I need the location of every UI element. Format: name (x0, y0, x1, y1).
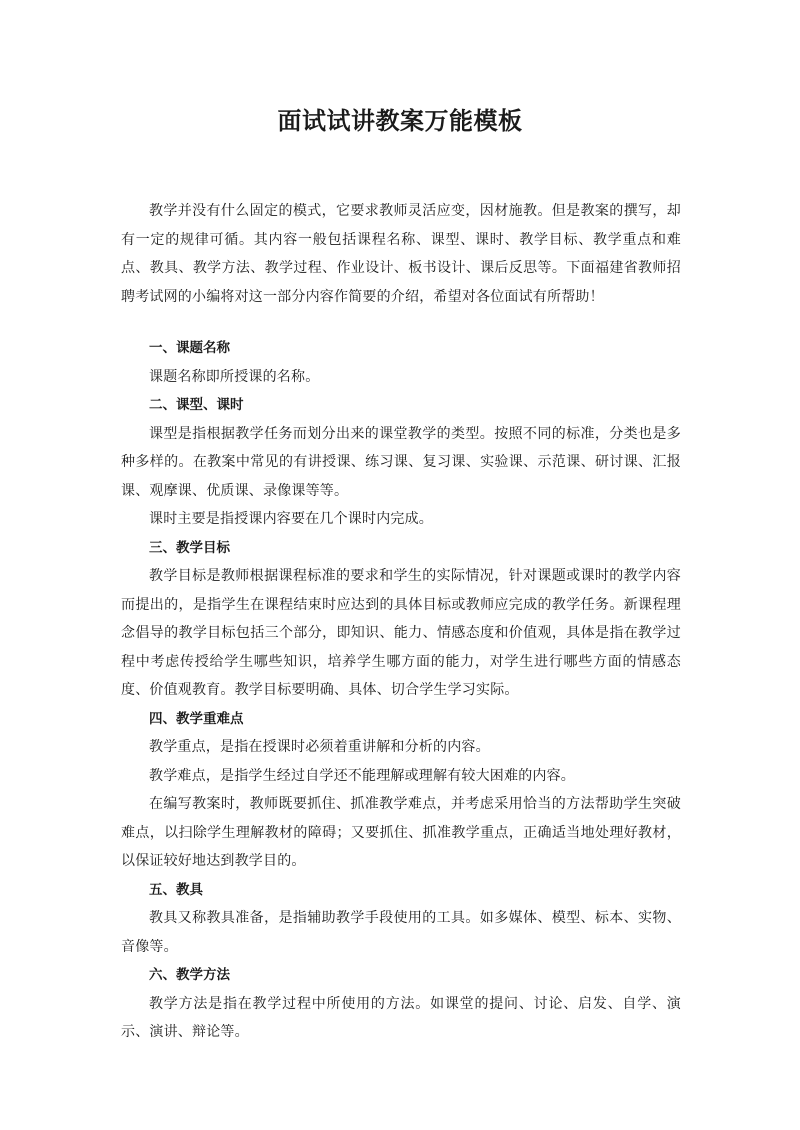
section-paragraph: 课型是指根据教学任务而划分出来的课堂教学的类型。按照不同的标准，分类也是多种多样的。在教案中常见的有讲授课、练习课、复习课、实验课、示范课、研讨课、汇报课、观摩课、优质课、录像课等等。 (121, 425, 681, 499)
section-heading-course-name: 一、课题名称 (149, 340, 230, 356)
section-paragraph: 教学目标是教师根据课程标准的要求和学生的实际情况，针对课题或课时的教学内容而提出的，是指学生在课程结束时应达到的具体目标或教师应完成的教学任务。新课程理念倡导的教学目标包括三个部分，即知识、能力、情感态度和价值观，具体是指在教学过程中考虑传授给学生哪些知识，培养学生哪方面的能力，对学生进行哪些方面的情感态度、价值观教育。教学目标要明确、具体、切合学生学习实际。 (121, 568, 681, 698)
section-heading-key-points: 四、教学重难点 (149, 710, 244, 727)
document-body (121, 197, 681, 1047)
section-heading-teaching-goals: 三、教学目标 (149, 539, 230, 556)
section-paragraph: 课时主要是指授课内容要在几个课时内完成。 (149, 511, 433, 527)
section-paragraph: 教具又称教具准备，是指辅助教学手段使用的工具。如多媒体、模型、标本、实物、音像等。 (121, 910, 681, 955)
section-paragraph: 课题名称即所授课的名称。 (149, 368, 320, 385)
section-paragraph: 教学重点，是指在授课时必须着重讲解和分析的内容。 (149, 739, 490, 755)
document-title: 面试试讲教案万能模板 (277, 107, 523, 135)
section-heading-lesson-type: 二、课型、课时 (149, 397, 244, 413)
intro-paragraph: 教学并没有什么固定的模式，它要求教师灵活应变，因材施教。但是教案的撰写，却有一定的规律可循。其内容一般包括课程名称、课型、课时、教学目标、教学重点和难点、教具、教学方法、教学过程、作业设计、板书设计、课后反思等。下面福建省教师招聘考试网的小编将对这一部分内容作简要的介绍，希望对各位面试有所帮助！ (121, 203, 681, 305)
section-paragraph: 教学难点，是指学生经过自学还不能理解或理解有较大困难的内容。 (149, 767, 575, 784)
section-paragraph: 教学方法是指在教学过程中所使用的方法。如课堂的提问、讨论、启发、自学、演示、演讲、辩论等。 (121, 995, 681, 1040)
section-paragraph: 在编写教案时，教师既要抓住、抓准教学难点，并考虑采用恰当的方法帮助学生突破难点，以扫除学生理解教材的障碍；又要抓住、抓准教学重点，正确适当地处理好教材，以保证较好地达到教学目的。 (121, 796, 681, 869)
section-heading-teaching-aids: 五、教具 (149, 881, 203, 898)
section-heading-teaching-methods: 六、教学方法 (149, 967, 230, 983)
